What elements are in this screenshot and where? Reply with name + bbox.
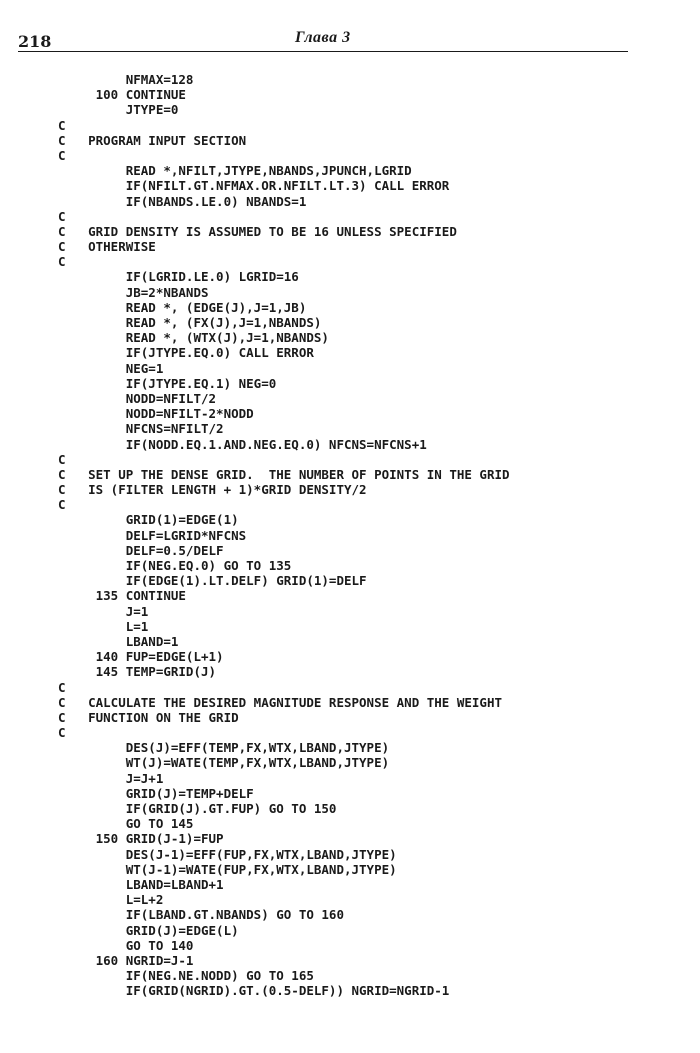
code-line: IF(GRID(NGRID).GT.(0.5-DELF)) NGRID=NGRID-1	[58, 983, 450, 999]
code-line: GRID(J)=EDGE(L)	[58, 922, 239, 938]
code-line: L=L+2	[58, 892, 164, 908]
code-line: IF(NEG.EQ.0) GO TO 135	[58, 558, 292, 573]
code-line: NODD=NFILT/2	[58, 390, 217, 406]
code-line: NFCNS=NFILT/2	[58, 421, 224, 437]
code-line: JTYPE=0	[58, 102, 179, 118]
code-line: 150 GRID(J-1)=FUP	[58, 831, 224, 847]
code-line: 145 TEMP=GRID(J)	[58, 664, 217, 680]
code-line: LBAND=1	[58, 633, 179, 649]
code-line: C	[58, 254, 66, 270]
code-line: GO TO 145	[58, 816, 194, 832]
header-rule	[18, 51, 628, 52]
fortran-code-listing	[58, 72, 510, 998]
code-line: C GRID DENSITY IS ASSUMED TO BE 16 UNLESS SPECIFIED	[58, 223, 457, 239]
code-line: LBAND=LBAND+1	[58, 876, 224, 892]
code-line: NEG=1	[58, 360, 164, 376]
code-line: C	[58, 497, 66, 513]
code-line: 160 NGRID=J-1	[58, 952, 194, 968]
code-line: IF(JTYPE.EQ.0) CALL ERROR	[58, 345, 314, 361]
code-line: IF(LGRID.LE.0) LGRID=16	[58, 269, 299, 285]
code-line: GRID(J)=TEMP+DELF	[58, 785, 254, 801]
code-line: C SET UP THE DENSE GRID. THE NUMBER OF POINTS IN THE GRID	[58, 466, 510, 482]
code-line: JB=2*NBANDS	[58, 284, 209, 300]
code-line: C OTHERWISE	[58, 239, 156, 255]
code-line: C	[58, 208, 66, 224]
code-line: 140 FUP=EDGE(L+1)	[58, 649, 224, 665]
code-line: IF(EDGE(1).LT.DELF) GRID(1)=DELF	[58, 573, 367, 589]
code-line: DES(J-1)=EFF(FUP,FX,WTX,LBAND,JTYPE)	[58, 846, 397, 862]
code-line: READ *, (EDGE(J),J=1,JB)	[58, 299, 307, 315]
code-line: C CALCULATE THE DESIRED MAGNITUDE RESPONSE AND THE WEIGHT	[58, 694, 503, 710]
code-line: 135 CONTINUE	[58, 588, 186, 604]
code-line: C	[58, 117, 66, 133]
code-line: IF(LBAND.GT.NBANDS) GO TO 160	[58, 907, 344, 923]
code-line: DELF=0.5/DELF	[58, 542, 224, 558]
code-line: IF(NBANDS.LE.0) NBANDS=1	[58, 193, 307, 209]
chapter-running-head: Глава 3	[295, 29, 351, 46]
code-line: IF(NFILT.GT.NFMAX.OR.NFILT.LT.3) CALL ERROR	[58, 178, 450, 194]
code-line: READ *, (FX(J),J=1,NBANDS)	[58, 315, 322, 330]
code-line: L=1	[58, 618, 149, 634]
code-line: READ *,NFILT,JTYPE,NBANDS,JPUNCH,LGRID	[58, 163, 412, 179]
code-line: IF(NODD.EQ.1.AND.NEG.EQ.0) NFCNS=NFCNS+1	[58, 436, 427, 452]
code-line: C IS (FILTER LENGTH + 1)*GRID DENSITY/2	[58, 482, 367, 498]
code-line: DES(J)=EFF(TEMP,FX,WTX,LBAND,JTYPE)	[58, 740, 390, 756]
code-line: IF(JTYPE.EQ.1) NEG=0	[58, 375, 277, 391]
code-line: C	[58, 725, 66, 741]
code-line: DELF=LGRID*NFCNS	[58, 527, 247, 543]
code-line: C	[58, 147, 66, 163]
code-line: READ *, (WTX(J),J=1,NBANDS)	[58, 330, 329, 346]
code-line: WT(J-1)=WATE(FUP,FX,WTX,LBAND,JTYPE)	[58, 861, 397, 877]
code-line: GO TO 140	[58, 937, 194, 953]
page-header	[18, 28, 628, 50]
code-line: J=1	[58, 603, 149, 619]
code-line: C PROGRAM INPUT SECTION	[58, 132, 247, 148]
code-line: IF(NEG.NE.NODD) GO TO 165	[58, 968, 314, 984]
page-number: 218	[18, 32, 52, 51]
code-line: NFMAX=128	[58, 72, 194, 87]
code-line: C	[58, 679, 66, 695]
code-line: 100 CONTINUE	[58, 87, 186, 103]
code-line: J=J+1	[58, 770, 164, 786]
code-line: C FUNCTION ON THE GRID	[58, 709, 239, 725]
code-line: C	[58, 451, 66, 467]
code-line: NODD=NFILT-2*NODD	[58, 406, 254, 422]
code-line: IF(GRID(J).GT.FUP) GO TO 150	[58, 801, 337, 816]
code-line: GRID(1)=EDGE(1)	[58, 512, 239, 528]
code-line: WT(J)=WATE(TEMP,FX,WTX,LBAND,JTYPE)	[58, 755, 390, 771]
